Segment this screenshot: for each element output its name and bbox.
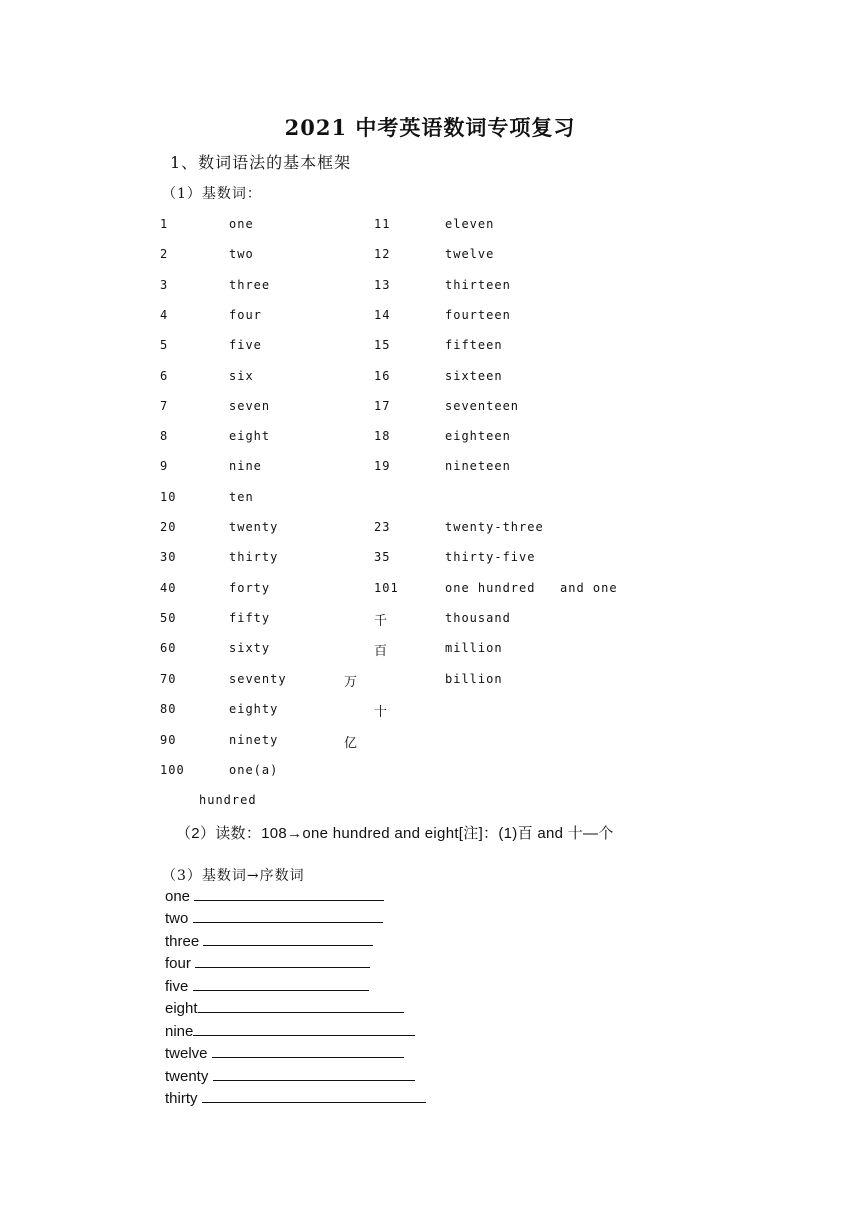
answer-blank[interactable] xyxy=(212,1044,404,1058)
cardinal-number: 18 xyxy=(374,429,391,443)
cardinal-number: 百 xyxy=(374,644,388,659)
cardinal-word: twelve xyxy=(445,247,495,261)
cardinal-number: 50 xyxy=(160,611,177,625)
cardinal-word: sixty xyxy=(229,641,271,655)
cardinal-number: 15 xyxy=(374,338,391,352)
section-heading-1: 1、数词语法的基本框架 xyxy=(170,153,352,172)
subsection-heading-reading: （2）读数：108→one hundred and eight[注]：(1)百 and 十—个 xyxy=(176,825,614,842)
cardinal-number: 4 xyxy=(160,308,169,322)
ordinal-prompt: twenty xyxy=(165,1068,213,1085)
cardinal-word: nine xyxy=(229,459,262,473)
cardinal-number: 14 xyxy=(374,308,391,322)
cardinal-number: 17 xyxy=(374,399,391,413)
cardinal-number: 千 xyxy=(374,614,388,629)
cardinal-number: 90 xyxy=(160,733,177,747)
ordinal-prompt: three xyxy=(165,933,204,950)
ordinal-prompt: one xyxy=(165,888,195,905)
cardinal-word-extra: and one xyxy=(560,581,618,595)
cardinal-word: eighteen xyxy=(445,429,511,443)
ordinal-prompt: twelve xyxy=(165,1045,212,1062)
answer-blank[interactable] xyxy=(194,887,384,901)
ordinal-exercise-row xyxy=(165,1044,404,1063)
cardinal-word: eighty xyxy=(229,702,279,716)
ordinal-exercise-row xyxy=(165,1067,415,1086)
cardinal-word: fifty xyxy=(229,611,271,625)
cardinal-word: sixteen xyxy=(445,369,503,383)
cardinal-number: 3 xyxy=(160,278,169,292)
cardinal-word: twenty-three xyxy=(445,520,544,534)
answer-blank[interactable] xyxy=(202,1089,426,1103)
cardinal-number: 2 xyxy=(160,247,169,261)
cardinal-word: five xyxy=(229,338,262,352)
ordinal-exercise-row xyxy=(165,1089,426,1108)
ordinal-exercise-row xyxy=(165,909,383,928)
document-title: 2021 中考英语数词专项复习 xyxy=(284,115,576,140)
cardinal-number: 十 xyxy=(374,705,388,720)
cardinal-number: 23 xyxy=(374,520,391,534)
answer-blank[interactable] xyxy=(213,1067,415,1081)
cardinal-number: 101 xyxy=(374,581,399,595)
cardinal-mid-label: 亿 xyxy=(344,736,358,751)
ordinal-prompt: eight xyxy=(165,1000,198,1017)
cardinal-word: thirteen xyxy=(445,278,511,292)
answer-blank[interactable] xyxy=(193,977,369,991)
ordinal-prompt: four xyxy=(165,955,196,972)
cardinal-word: twenty xyxy=(229,520,279,534)
cardinal-number: 11 xyxy=(374,217,391,231)
answer-blank[interactable] xyxy=(193,1022,415,1036)
ordinal-exercise-row xyxy=(165,932,373,951)
cardinal-word: four xyxy=(229,308,262,322)
cardinal-word: nineteen xyxy=(445,459,511,473)
answer-blank[interactable] xyxy=(195,954,370,968)
cardinal-number: 40 xyxy=(160,581,177,595)
cardinal-number: 19 xyxy=(374,459,391,473)
ordinal-exercise-row xyxy=(165,977,369,996)
answer-blank[interactable] xyxy=(193,909,383,923)
cardinal-number: 20 xyxy=(160,520,177,534)
cardinal-number: 10 xyxy=(160,490,177,504)
cardinal-number: 13 xyxy=(374,278,391,292)
cardinal-number: 12 xyxy=(374,247,391,261)
cardinal-number: 70 xyxy=(160,672,177,686)
cardinal-word: thirty-five xyxy=(445,550,536,564)
cardinal-word: forty xyxy=(229,581,271,595)
ordinal-exercise-row xyxy=(165,999,404,1018)
cardinal-word: thousand xyxy=(445,611,511,625)
cardinal-word: billion xyxy=(445,672,503,686)
ordinal-exercise-row xyxy=(165,954,370,973)
cardinal-word: one xyxy=(229,217,254,231)
cardinal-number: 9 xyxy=(160,459,169,473)
cardinal-number: 16 xyxy=(374,369,391,383)
cardinal-number: 35 xyxy=(374,550,391,564)
answer-blank[interactable] xyxy=(198,999,404,1013)
cardinal-number: 100 xyxy=(160,763,185,777)
cardinal-number: 8 xyxy=(160,429,169,443)
answer-blank[interactable] xyxy=(203,932,373,946)
cardinal-word: six xyxy=(229,369,254,383)
cardinal-word: seventy xyxy=(229,672,287,686)
cardinal-number: 6 xyxy=(160,369,169,383)
cardinal-word: eight xyxy=(229,429,271,443)
subsection-heading-ordinals: （3）基数词→序数词 xyxy=(162,868,305,884)
ordinal-exercise-row xyxy=(165,1022,415,1041)
ordinal-prompt: five xyxy=(165,978,193,995)
cardinal-word: seven xyxy=(229,399,271,413)
ordinal-prompt: thirty xyxy=(165,1090,202,1107)
cardinal-word: fifteen xyxy=(445,338,503,352)
cardinal-word: ten xyxy=(229,490,254,504)
cardinal-word: one hundred xyxy=(445,581,536,595)
cardinal-word: eleven xyxy=(445,217,495,231)
cardinal-number: 1 xyxy=(160,217,169,231)
cardinal-number: 5 xyxy=(160,338,169,352)
cardinal-mid-label: 万 xyxy=(344,675,358,690)
cardinal-word: ninety xyxy=(229,733,279,747)
ordinal-exercise-row xyxy=(165,887,384,906)
cardinal-word: million xyxy=(445,641,503,655)
cardinal-number: 80 xyxy=(160,702,177,716)
cardinal-word: thirty xyxy=(229,550,279,564)
cardinal-word: three xyxy=(229,278,271,292)
cardinal-word: one(a) xyxy=(229,763,279,777)
cardinal-number: 60 xyxy=(160,641,177,655)
cardinal-number: 30 xyxy=(160,550,177,564)
cardinal-word: seventeen xyxy=(445,399,520,413)
ordinal-prompt: nine xyxy=(165,1023,194,1040)
cardinal-word: fourteen xyxy=(445,308,511,322)
ordinal-prompt: two xyxy=(165,910,193,927)
subsection-heading-cardinals: （1）基数词： xyxy=(162,186,262,202)
cardinal-word-wrap: hundred xyxy=(199,793,257,807)
cardinal-word: two xyxy=(229,247,254,261)
cardinal-number: 7 xyxy=(160,399,169,413)
